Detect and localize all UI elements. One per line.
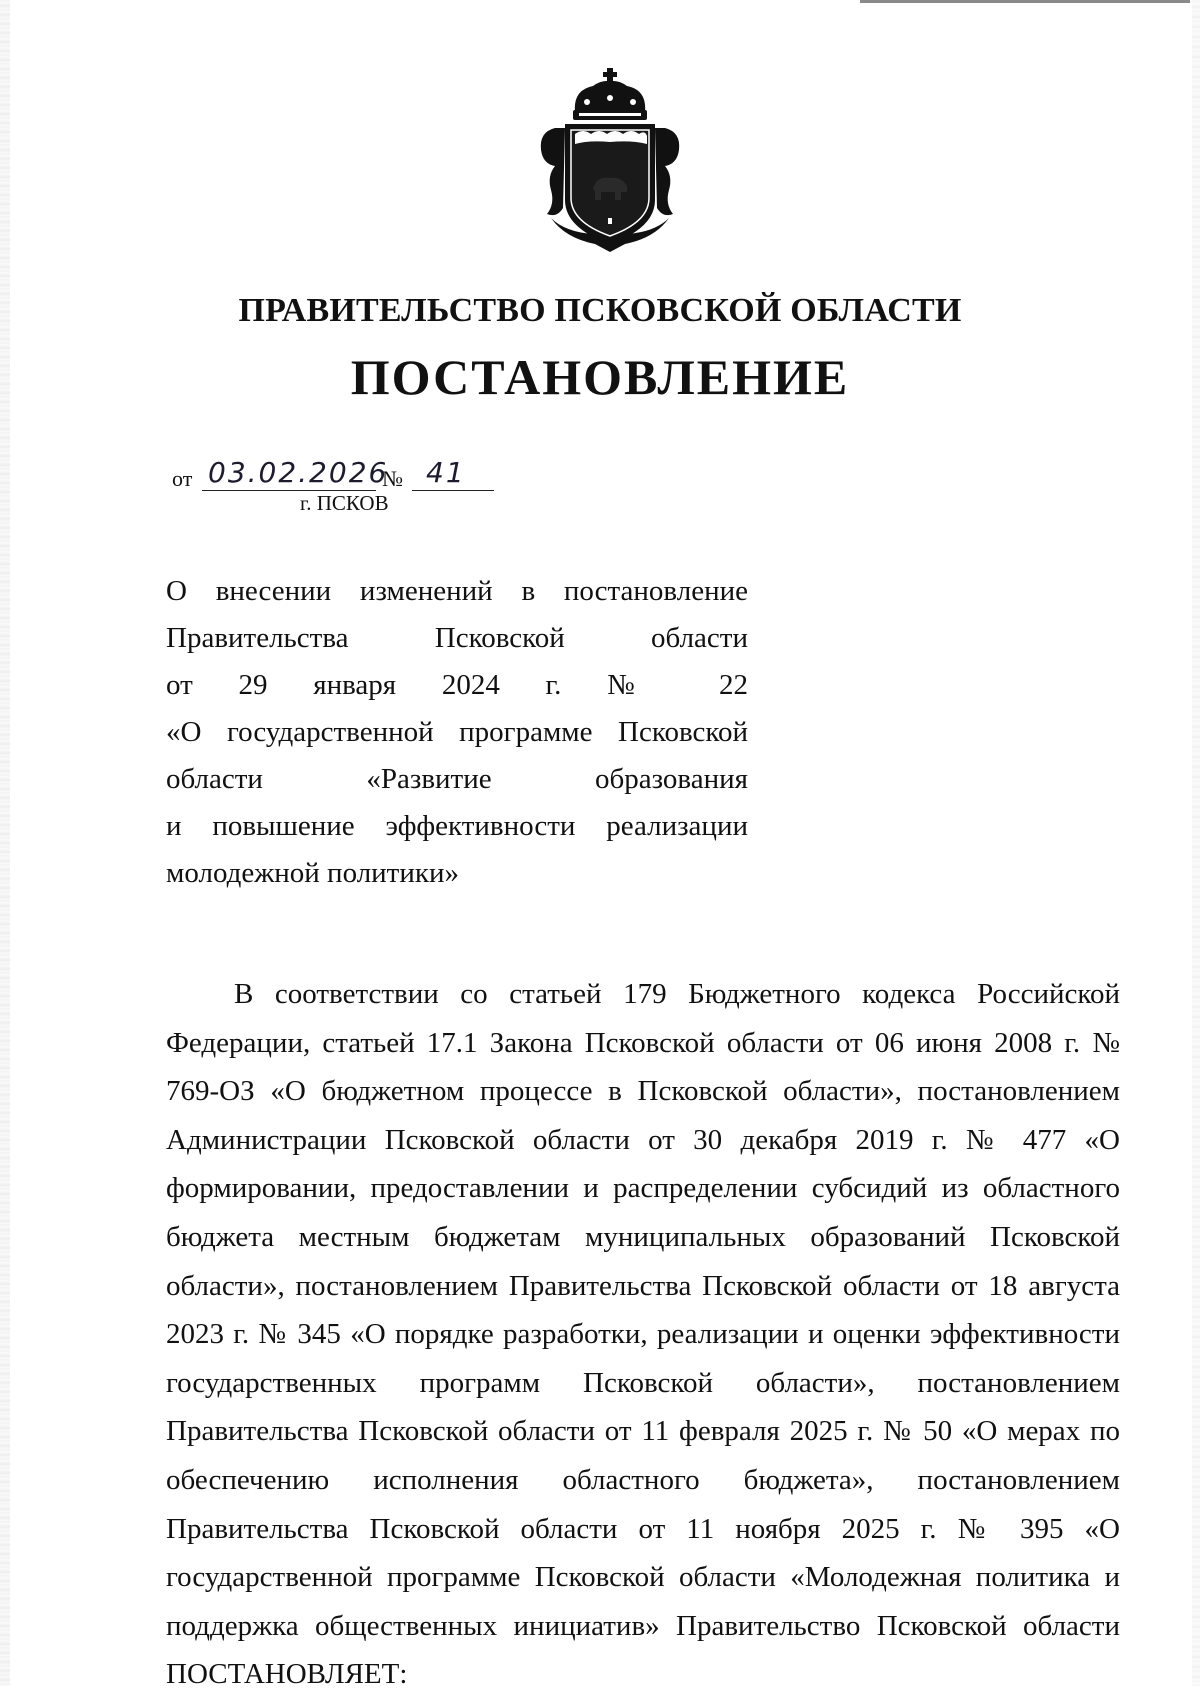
- number-label: №: [382, 466, 403, 491]
- subject-line: Правительства Псковской области: [166, 622, 748, 654]
- scan-top-line: [860, 0, 1190, 3]
- handwritten-number: 41: [426, 456, 466, 489]
- document-subject: [166, 568, 748, 897]
- subject-line: от 29 января 2024 г. № 22: [166, 669, 748, 701]
- coat-of-arms-icon: [535, 68, 685, 264]
- government-title: ПРАВИТЕЛЬСТВО ПСКОВСКОЙ ОБЛАСТИ: [238, 292, 962, 329]
- subject-line: «О государственной программе Псковской: [166, 716, 748, 748]
- number-underline: [412, 490, 494, 491]
- date-from-label: от: [172, 466, 193, 491]
- document-type-title: ПОСТАНОВЛЕНИЕ: [350, 349, 850, 405]
- scan-edge-right: [1192, 0, 1200, 1686]
- handwritten-date: 03.02.2026: [208, 456, 389, 489]
- scan-edge-left: [0, 0, 10, 1686]
- subject-line: и повышение эффективности реализации: [166, 810, 748, 842]
- subject-line-last: молодежной политики»: [166, 857, 459, 889]
- preamble-paragraph: В соответствии со статьей 179 Бюджетного кодекса Российской Федерации, статьей 17.1 Закона Псковской области от 06 июня 2008 г. № 769-ОЗ «О бюджетном процессе в Псковской области», постановлением Администрации Псковской области от 30 декабря 2019 г. № 477 «О формировании, предоставлении и распределении субсидий из областного бюджета местным бюджетам муниципальных образований Псковской области», постановлением Правительства Псковской области от 18 августа 2023 г. № 345 «О порядке разработки, реализации и оценки эффективности государственных программ Псковской области», постановлением Правительства Псковской области от 11 февраля 2025 г. № 50 «О мерах по обеспечению исполнения областного бюджета», постановлением Правительства Псковской области от 11 ноября 2025 г. № 395 «О государственной программе Псковской области «Молодежная политика и поддержка общественных инициатив» Правительство Псковской области ПОСТАНОВЛЯЕТ:: [166, 978, 1120, 1691]
- subject-line: области «Развитие образования: [166, 763, 748, 795]
- city-label: г. ПСКОВ: [300, 491, 389, 515]
- subject-line: О внесении изменений в постановление: [166, 575, 748, 607]
